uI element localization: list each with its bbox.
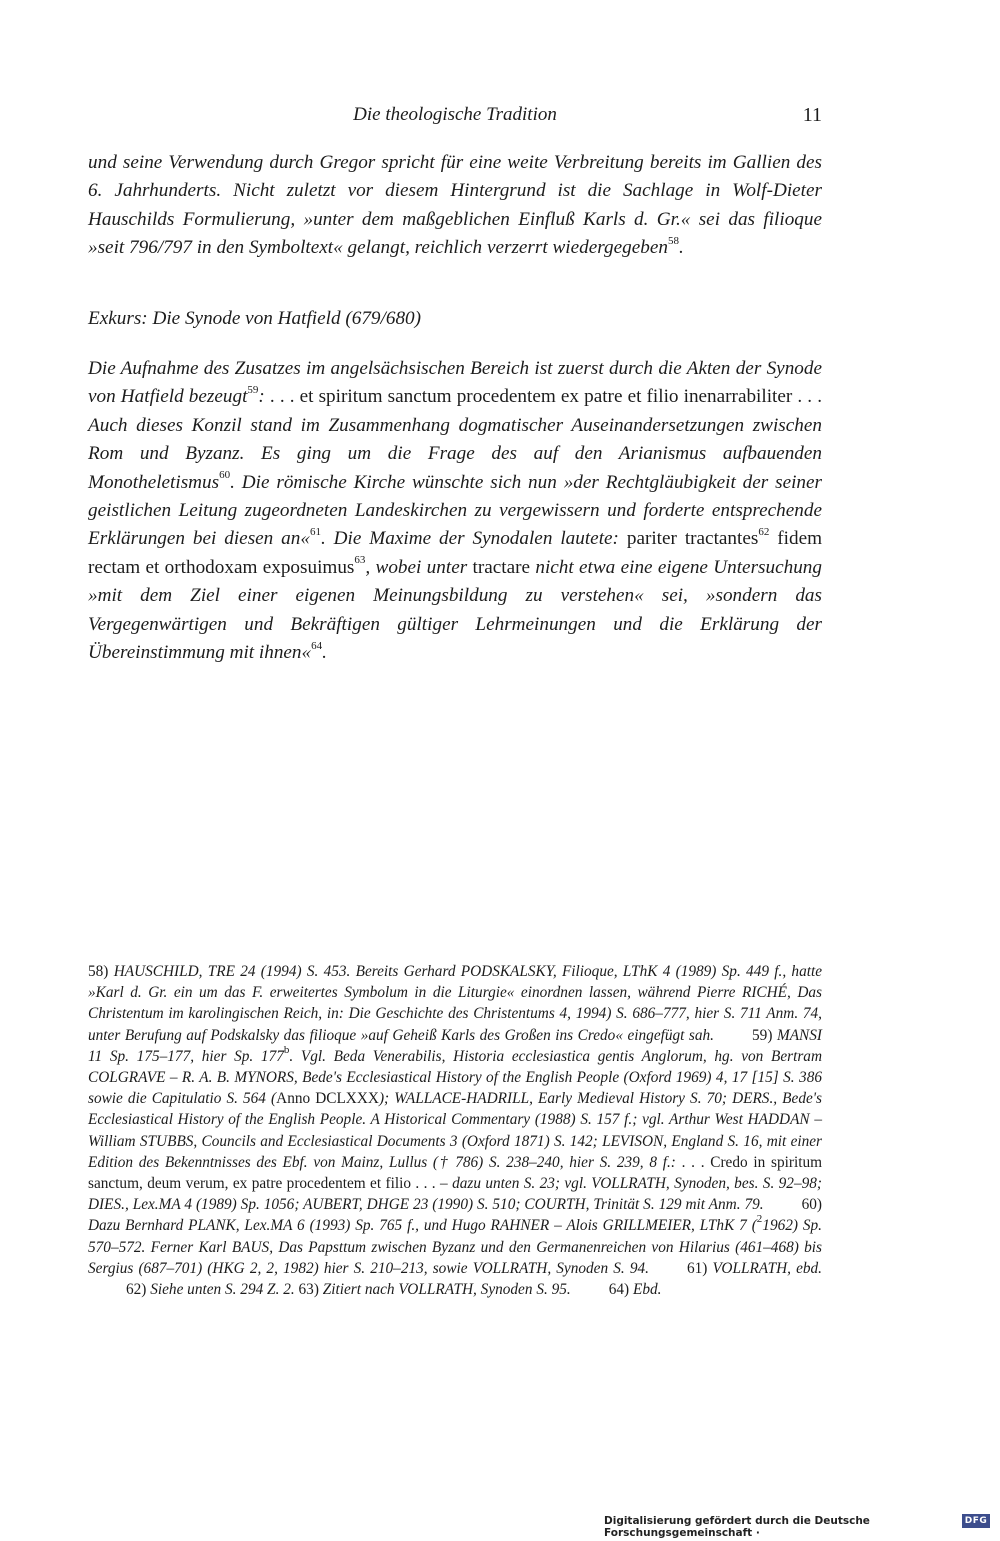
footnote-59-sup: b	[283, 1043, 290, 1056]
footnote-ref-59: 59	[247, 384, 259, 397]
p2-seg-f: . Die Maxime der Synodalen lautete:	[320, 528, 627, 550]
footnote-number-61: 61)	[686, 1259, 708, 1277]
p2-seg-i: , wobei unter	[365, 556, 473, 578]
footnote-number-58: 58)	[88, 963, 109, 980]
footnote-number-59: 59)	[752, 1026, 773, 1044]
p2-seg-d: Auch dieses Konzil stand im Zusammenhang dogmatischer Auseinandersetzungen zwischen Rom und Byzanz. Es ging um die Frage des auf den Arianismus aufbauenden Monotheletismus	[88, 414, 822, 493]
footnote-58: HAUSCHILD, TRE 24 (1994) S. 453. Bereits Gerhard PODSKALSKY, Filioque, LThK 4 (1989) Sp. 449 f., hatte »Karl d. Gr. ein um das F. erweitertes Symbolum in die Liturgie« einordnen lassen, während Pierre RICHÉ, Das Christentum im karolingischen Reich, in: Die Geschichte des Christentums 4, 1994) S. 686–777, hier S. 711 Anm. 74, unter Berufung auf Podskalsky das filioque »auf Geheiß Karls des Großen ins Credo« eingefügt sah.	[88, 963, 823, 1044]
footnote-number-62: 62)	[126, 1281, 147, 1299]
footnote-59-d: ); WALLACE-HADRILL, Early Medieval History S. 70; DERS., Bede's Ecclesiastical History of the English People. A Historical Commentary (1988) S. 157 f.; vgl. Arthur West HADDAN – William STUBBS, Councils and Ecclesiastical Documents 3 (Oxford 1871) S. 142; LEVISON, England S. 16, mit einer Edition des Bekenntnisses des Ebf. von Mainz, Lullus († 786) S. 238–240, hier S. 239, 8 f.:	[88, 1090, 822, 1171]
p2-seg-k: nicht etwa eine eigene Untersuchung »mit dem Ziel einer eigenen Meinungsbildung zu verstehen« sei, »sondern das Vergegenwärtigen und Bekräftigen gültiger Lehrmeinungen und die Erklärung der Übereinstimmung mit ihnen«	[88, 556, 822, 664]
footnote-62: Siehe unten S. 294 Z. 2.	[150, 1281, 295, 1299]
p2-seg-a: Die Aufnahme des Zusatzes im angelsächsischen Bereich ist zuerst durch die Akten der Synode von Hatfield bezeugt	[88, 358, 822, 408]
footnotes	[88, 961, 822, 1300]
digitization-credit: Digitalisierung gefördert durch die Deutsche Forschungsgemeinschaft ·	[604, 1515, 870, 1539]
footnote-60-sup: 2	[756, 1213, 763, 1226]
running-header	[88, 100, 822, 130]
paragraph-1	[88, 149, 822, 263]
footnote-ref-60: 60	[219, 469, 231, 482]
footnote-59-c: Anno DCLXXX	[276, 1090, 379, 1108]
footnote-59-f: – dazu unten S. 23; vgl. VOLLRATH, Synoden, bes. S. 92–98; DIES., Lex.MA 4 (1989) Sp. 1056; AUBERT, DHGE 23 (1990) S. 510; COURTH, Trinität S. 129 mit Anm. 79.	[88, 1175, 822, 1214]
footnote-number-60: 60)	[801, 1196, 822, 1214]
excursus-heading: Exkurs: Die Synode von Hatfield (679/680)	[88, 308, 422, 329]
paragraph-1-end: .	[678, 237, 684, 259]
p2-seg-e: . Die römische Kirche wünschte sich nun »der Rechtgläubigkeit der seiner geistlichen Leitung zugeordneten Landeskirchen zu vergewissern und forderte entsprechende Erklärungen bei diesen an«	[88, 471, 822, 550]
footnote-60-b: 1962) Sp. 570–572. Ferner Karl BAUS, Das Papsttum zwischen Byzanz und den Germanenreichen von Hilarius (461–468) bis Sergius (687–701) (HKG 2, 2, 1982) hier S. 210–213, sowie VOLLRATH, Synoden S. 94.	[88, 1217, 822, 1277]
footnote-59-e: . . . Credo in spiritum sanctum, deum verum, ex patre procedentem et filio . . .	[88, 1153, 822, 1193]
page-number: 11	[802, 104, 822, 126]
footnote-ref-58: 58	[667, 234, 679, 247]
paragraph-1-text: und seine Verwendung durch Gregor spricht für eine weite Verbreitung bereits im Gallien des 6. Jahrhunderts. Nicht zuletzt vor diesem Hintergrund ist die Sachlage in Wolf-Dieter Hauschilds Formulierung, »unter dem maßgeblichen Einfluß Karls d. Gr.« sei das filioque »seit 796/797 in den Symboltext« gelangt, reichlich verzerrt wiedergegeben	[88, 152, 822, 259]
footnote-ref-64: 64	[311, 639, 323, 652]
running-title: Die theologische Tradition	[353, 104, 557, 125]
footnote-number-64: 64)	[608, 1281, 630, 1299]
footnote-59-b: . Vgl. Beda Venerabilis, Historia ecclesiastica gentis Anglorum, hg. von Bertram COLGRAVE – R. A. B. MYNORS, Bede's Ecclesiastical History of the English People (Oxford 1969) 4, 17 [15] S. 386 sowie die Capitulatio S. 564 (	[88, 1047, 822, 1108]
footnote-number-63: 63)	[298, 1281, 319, 1299]
footnote-59-a: MANSI 11 Sp. 175–177, hier Sp. 177	[88, 1026, 822, 1065]
footnote-63: Zitiert nach VOLLRATH, Synoden S. 95.	[322, 1281, 571, 1299]
p2-latin-quote-1: . . . et spiritum sanctum procedentem ex patre et filio inenarrabiliter . . .	[264, 386, 822, 408]
p2-seg-b: :	[258, 386, 265, 408]
footnote-ref-61: 61	[309, 526, 321, 539]
footnote-ref-63: 63	[354, 554, 366, 567]
p2-seg-l: .	[322, 642, 327, 664]
paragraph-2	[88, 355, 822, 667]
footnote-ref-62: 62	[758, 526, 770, 539]
p2-latin-quote-3: fidem rectam et orthodoxam exposuimus	[88, 528, 823, 578]
p2-latin-term: tractare	[472, 556, 531, 578]
footnote-64: Ebd.	[632, 1281, 662, 1299]
footnote-60-a: Dazu Bernhard PLANK, Lex.MA 6 (1993) Sp. 765 f., und Hugo RAHNER – Alois GRILLMEIER, LThK 7 (	[88, 1217, 757, 1235]
dfg-logo: DFG	[962, 1514, 990, 1528]
footnote-61: VOLLRATH, ebd.	[712, 1259, 823, 1277]
p2-latin-quote-2: pariter tractantes	[626, 528, 759, 550]
